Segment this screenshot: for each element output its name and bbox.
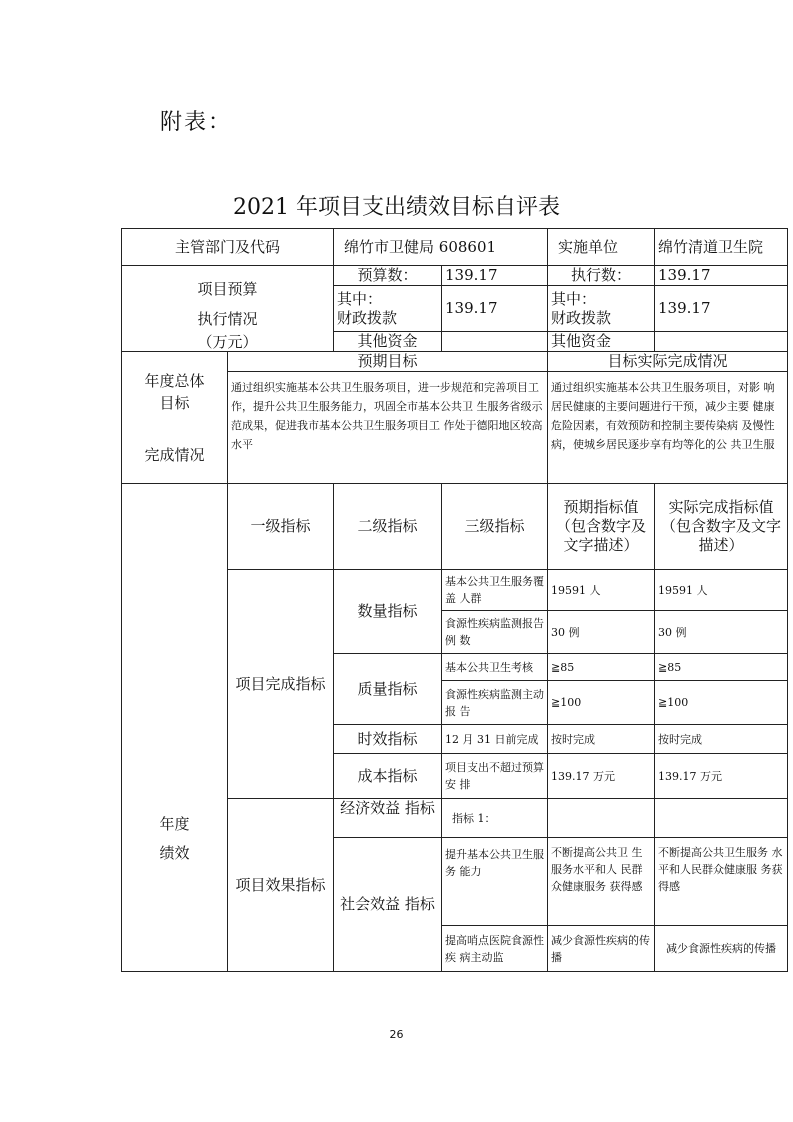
effect-side-label: 绩效 <box>122 838 228 972</box>
fiscal-exec-label-2: 财政拨款 <box>551 308 612 327</box>
fiscal-budget-value: 139.17 <box>442 286 548 332</box>
row8-expected: 减少食源性疾病的传播 <box>548 926 655 972</box>
other-funds-value <box>442 332 548 352</box>
row3-actual: ≧100 <box>655 681 788 725</box>
row2-l3: 基本公共卫生考核 <box>442 654 548 681</box>
row8-actual: 减少食源性疾病的传播 <box>655 926 788 972</box>
group-completion-label: 项目完成指标 <box>228 570 334 799</box>
fiscal-budget-label <box>334 286 442 332</box>
page-title: 2021 年项目支出绩效目标自评表 <box>233 195 560 220</box>
row2-actual: ≧85 <box>655 654 788 681</box>
exec-amount-value: 139.17 <box>655 266 788 286</box>
row0-actual: 19591 人 <box>655 570 788 611</box>
row7-expected: 不断提高公共卫 生服务水平和人 民群众健康服务 获得感 <box>548 838 655 926</box>
budget-label-line2: 执行情况 <box>197 309 258 328</box>
row4-expected: 按时完成 <box>548 725 655 754</box>
row6-l2: 经济效益 指标 <box>334 799 442 838</box>
budget-amount-value: 139.17 <box>442 266 548 286</box>
annual-goal-label-3: 完成情况 <box>144 445 205 464</box>
row6-l3: 指标 1： <box>442 799 548 838</box>
row0-l3: 基本公共卫生服务覆盖 人群 <box>442 570 548 611</box>
row7-l3: 提升基本公共卫生服务 能力 <box>442 838 548 926</box>
fiscal-exec-label <box>548 286 655 332</box>
row3-l3: 食源性疾病监测主动报 告 <box>442 681 548 725</box>
other-funds-label: 其他资金 <box>334 332 442 352</box>
row1-actual: 30 例 <box>655 611 788 654</box>
budget-label-line3: （万元） <box>197 332 258 351</box>
other-exec-label: 其他资金 <box>548 332 655 352</box>
col-actual: 实际完成指标值（包含数字及文字描述） <box>655 484 788 570</box>
exec-amount-label: 执行数： <box>548 266 655 286</box>
row8-l3: 提高哨点医院食源性疾 病主动监 <box>442 926 548 972</box>
row2-l2: 质量指标 <box>334 654 442 725</box>
budget-label-line1: 项目预算 <box>197 279 258 298</box>
fiscal-budget-label-2: 财政拨款 <box>337 308 398 327</box>
annual-goal-label-2: 目标 <box>159 393 190 412</box>
row1-l3: 食源性疾病监测报告例 数 <box>442 611 548 654</box>
row4-l2: 时效指标 <box>334 725 442 754</box>
row5-l2: 成本指标 <box>334 754 442 799</box>
row6-expected <box>548 799 655 838</box>
unit-value: 绵竹清道卫生院 <box>655 229 788 266</box>
expected-goal-text: 通过组织实施基本公共卫生服务项目，进一步规范和完善项目工作，提升公共卫生服务能力，巩固全市基本公共卫 生服务省级示范成果，促进我市基本公共卫生服务项目工 作处于德阳地区较高水平 <box>228 372 548 484</box>
row1-expected: 30 例 <box>548 611 655 654</box>
col-level3: 三级指标 <box>442 484 548 570</box>
actual-goal-text: 通过组织实施基本公共卫生服务项目，对影 响居民健康的主要问题进行干预，减少主要 健康危险因素，有效预防和控制主要传染病 及慢性病，使城乡居民逐步享有均等化的公 共卫生服 <box>548 372 788 484</box>
fiscal-exec-value: 139.17 <box>655 286 788 332</box>
row5-l3: 项目支出不超过预算安 排 <box>442 754 548 799</box>
dept-label: 主管部门及代码 <box>122 229 334 266</box>
dept-value: 绵竹市卫健局 608601 <box>334 229 548 266</box>
budget-label <box>122 266 334 352</box>
annual-goal-label-1: 年度总体 <box>144 371 205 390</box>
actual-goal-header: 目标实际完成情况 <box>548 352 788 372</box>
row7-l2: 社会效益 指标 <box>334 838 442 972</box>
row2-expected: ≧85 <box>548 654 655 681</box>
fiscal-budget-label-1: 其中： <box>337 289 383 308</box>
unit-label: 实施单位 <box>548 229 655 266</box>
col-level2: 二级指标 <box>334 484 442 570</box>
col-expected: 预期指标值（包含数字及文字描述） <box>548 484 655 570</box>
row0-l2: 数量指标 <box>334 570 442 654</box>
row5-actual: 139.17 万元 <box>655 754 788 799</box>
annual-goal-label <box>122 352 228 484</box>
performance-table <box>121 228 788 972</box>
col-level1: 一级指标 <box>228 484 334 570</box>
fiscal-exec-label-1: 其中： <box>551 289 597 308</box>
row7-actual: 不断提高公共卫生服务 水平和人民群众健康服 务获得感 <box>655 838 788 926</box>
row6-actual <box>655 799 788 838</box>
row5-expected: 139.17 万元 <box>548 754 655 799</box>
row4-actual: 按时完成 <box>655 725 788 754</box>
row4-l3: 12 月 31 日前完成 <box>442 725 548 754</box>
page-number: 26 <box>389 1028 404 1041</box>
other-exec-value <box>655 332 788 352</box>
row3-expected: ≧100 <box>548 681 655 725</box>
row0-expected: 19591 人 <box>548 570 655 611</box>
annual-label: 年度 <box>122 484 228 838</box>
budget-amount-label: 预算数： <box>334 266 442 286</box>
appendix-label: 附表： <box>160 110 233 135</box>
expected-goal-header: 预期目标 <box>228 352 548 372</box>
group-effect-label: 项目效果指标 <box>228 799 334 972</box>
